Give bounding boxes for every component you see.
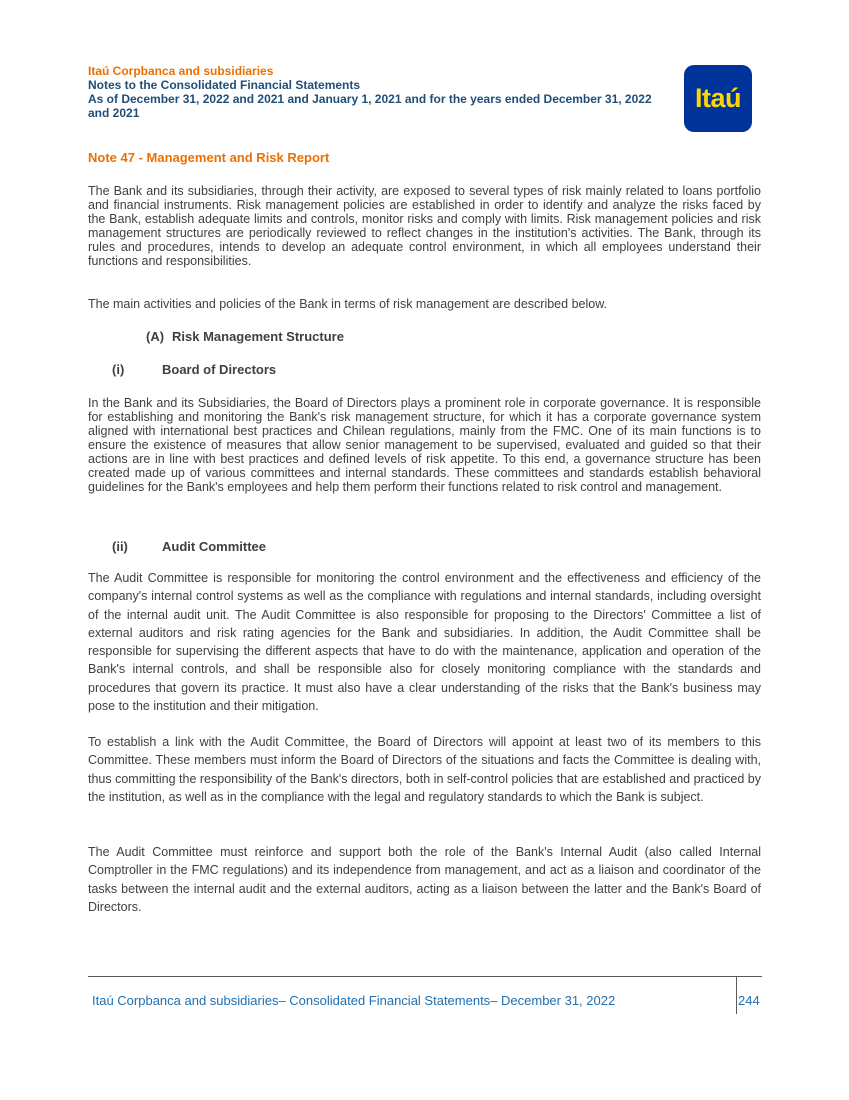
company-name: Itaú Corpbanca and subsidiaries	[88, 64, 274, 78]
page-number: 244	[738, 993, 760, 1008]
footer-page-divider	[736, 976, 737, 1014]
board-paragraph: In the Bank and its Subsidiaries, the Board of Directors plays a prominent role in corporate governance. It is responsible for establishing and monitoring the Bank's risk management structure, for which it has a corporate governance system aligned with international best practices and Chilean regulations, mainly from the FMC. One of its main functions is to ensure the existence of measures that allow senior management to be supervised, evaluated and guided so that their actions are in line with best practices and defined levels of risk appetite. To this end, a governance structure has been created made up of various committees and internal standards. These committees and standards establish behavioral guidelines for the Bank's employees and help them perform their functions related to risk control and management.	[88, 396, 761, 494]
subsection-ii-number: (ii)	[112, 539, 128, 554]
header-line-2: As of December 31, 2022 and 2021 and January 1, 2021 and for the years ended December 31, 2022	[88, 92, 652, 106]
header-line-3: and 2021	[88, 106, 140, 120]
itau-logo	[684, 65, 752, 132]
footer-text: Itaú Corpbanca and subsidiaries– Consolidated Financial Statements– December 31, 2022	[92, 993, 616, 1008]
header-line-1: Notes to the Consolidated Financial Statements	[88, 78, 361, 92]
intro-paragraph-1: The Bank and its subsidiaries, through their activity, are exposed to several types of risk mainly related to loans portfolio and financial instruments. Risk management policies are established in order to identify and analyze the risks faced by the Bank, establish adequate limits and controls, monitor risks and comply with limits. Risk management policies and risk management structures are periodically reviewed to reflect changes in the institution's activities. The Bank, through its rules and procedures, intends to develop an adequate control environment, in which all employees understand their functions and responsibilities.	[88, 184, 761, 268]
intro-paragraph-2: The main activities and policies of the Bank in terms of risk management are described below.	[88, 297, 608, 311]
logo-text: Itaú	[694, 83, 741, 113]
document-header	[88, 64, 688, 120]
subsection-ii-title: Audit Committee	[162, 539, 266, 554]
audit-paragraph-2: To establish a link with the Audit Committee, the Board of Directors will appoint at least two of its members to this Committee. These members must inform the Board of Directors of the situations and facts the Committee is dealing with, thus committing the responsibility of the Bank's directors, both in self-control policies that are established and practiced by the institution, as well as in the compliance with the legal and regulatory standards to which the Bank is subject.	[88, 735, 761, 804]
subsection-i-title: Board of Directors	[162, 362, 277, 377]
footer-divider	[88, 976, 762, 977]
section-a-label: (A)	[146, 329, 165, 344]
audit-paragraph-3: The Audit Committee must reinforce and support both the role of the Bank's Internal Audit (also called Internal Comptroller in the FMC regulations) and its independence from management, and act as a liaison and coordinator of the tasks between the internal audit and the external auditors, acting as a liaison between the latter and the Bank's Board of Directors.	[88, 845, 761, 914]
section-a-title: Risk Management Structure	[172, 329, 344, 344]
subsection-i-number: (i)	[112, 362, 125, 377]
audit-paragraph-1: The Audit Committee is responsible for monitoring the control environment and the effectiveness and efficiency of the company's internal control systems as well as the compliance with regulations and internal standards, including oversight of the internal audit unit. The Audit Committee is also responsible for proposing to the Directors' Committee a list of external auditors and risk rating agencies for the Bank and subsidiaries. In addition, the Audit Committee shall be responsible for supervising the different aspects that have to do with the maintenance, application and operation of the Bank's internal controls, and shall be responsible also for closely monitoring compliance with the standards and procedures that govern its practice. It must also have a clear understanding of the risks that the Bank's business may pose to the institution and their mitigation.	[88, 571, 761, 714]
note-title: Note 47 - Management and Risk Report	[88, 150, 330, 165]
